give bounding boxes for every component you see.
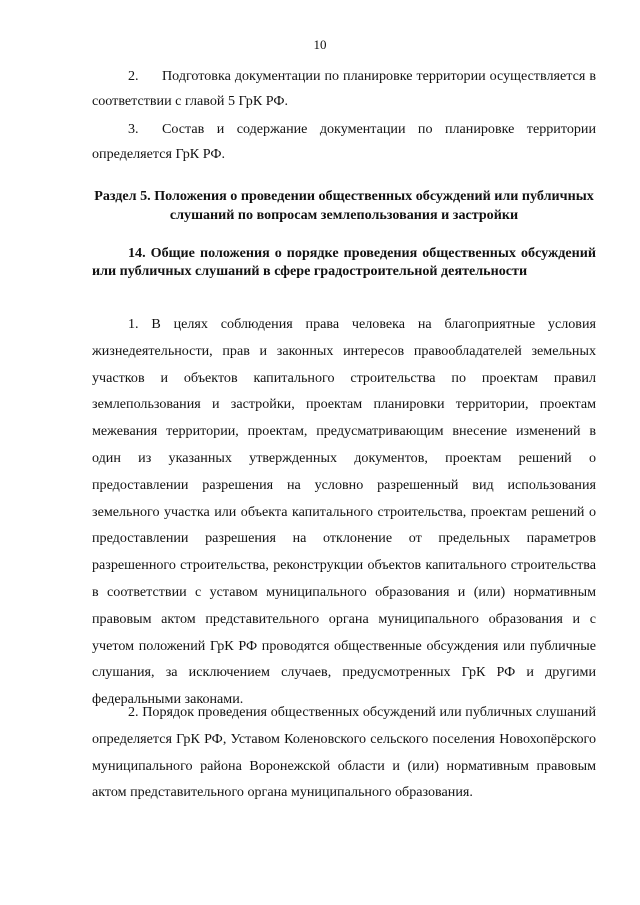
page-number: 10 xyxy=(313,37,327,52)
list-item-number: 2. xyxy=(128,68,139,84)
list-item xyxy=(92,117,596,166)
article-heading: 14. Общие положения о порядке проведения общественных обсуждений или публичных слушаний в сфере градостроительной деятельности xyxy=(92,245,596,279)
section-heading: Раздел 5. Положения о проведении общественных обсуждений или публичных слушаний по вопросам землепользования и застройки xyxy=(94,188,594,223)
list-item-text: Подготовка документации по планировке территории осуществляется в соответствии с главой 5 ГрК РФ. xyxy=(92,68,596,109)
list-item xyxy=(92,64,596,113)
body-paragraph: 2. Порядок проведения общественных обсуждений или публичных слушаний определяется ГрК РФ, Уставом Коленовского сельского поселения Новохопёрского муниципального района Воронежской области и (или) нормативным правовым актом представительного органа муниципального образования. xyxy=(92,704,596,801)
list-item-number: 3. xyxy=(128,121,139,137)
list-item-text: Состав и содержание документации по планировке территории определяется ГрК РФ. xyxy=(92,121,596,162)
body-paragraph: 1. В целях соблюдения права человека на благоприятные условия жизнедеятельности, прав и законных интересов правообладателей земельных участков и объектов капитального строительства по проектам правил землепользования и застройки, проектам планировки территории, проектам межевания территории, проектам, предусматривающим внесение изменений в один из указанных утвержденных документов, проектам решений о предоставлении разрешения на условно разрешенный вид использования земельного участка или объекта капитального строительства, проектам решений о предоставлении разрешения на отклонение от предельных параметров разрешенного строительства, реконструкции объектов капитального строительства в соответствии с уставом муниципального образования и (или) нормативным правовым актом представительного органа муниципального образования и с учетом положений ГрК РФ проводятся общественные обсуждения или публичные слушания, за исключением случаев, предусмотренных ГрК РФ и другими федеральными законами. xyxy=(92,316,596,708)
